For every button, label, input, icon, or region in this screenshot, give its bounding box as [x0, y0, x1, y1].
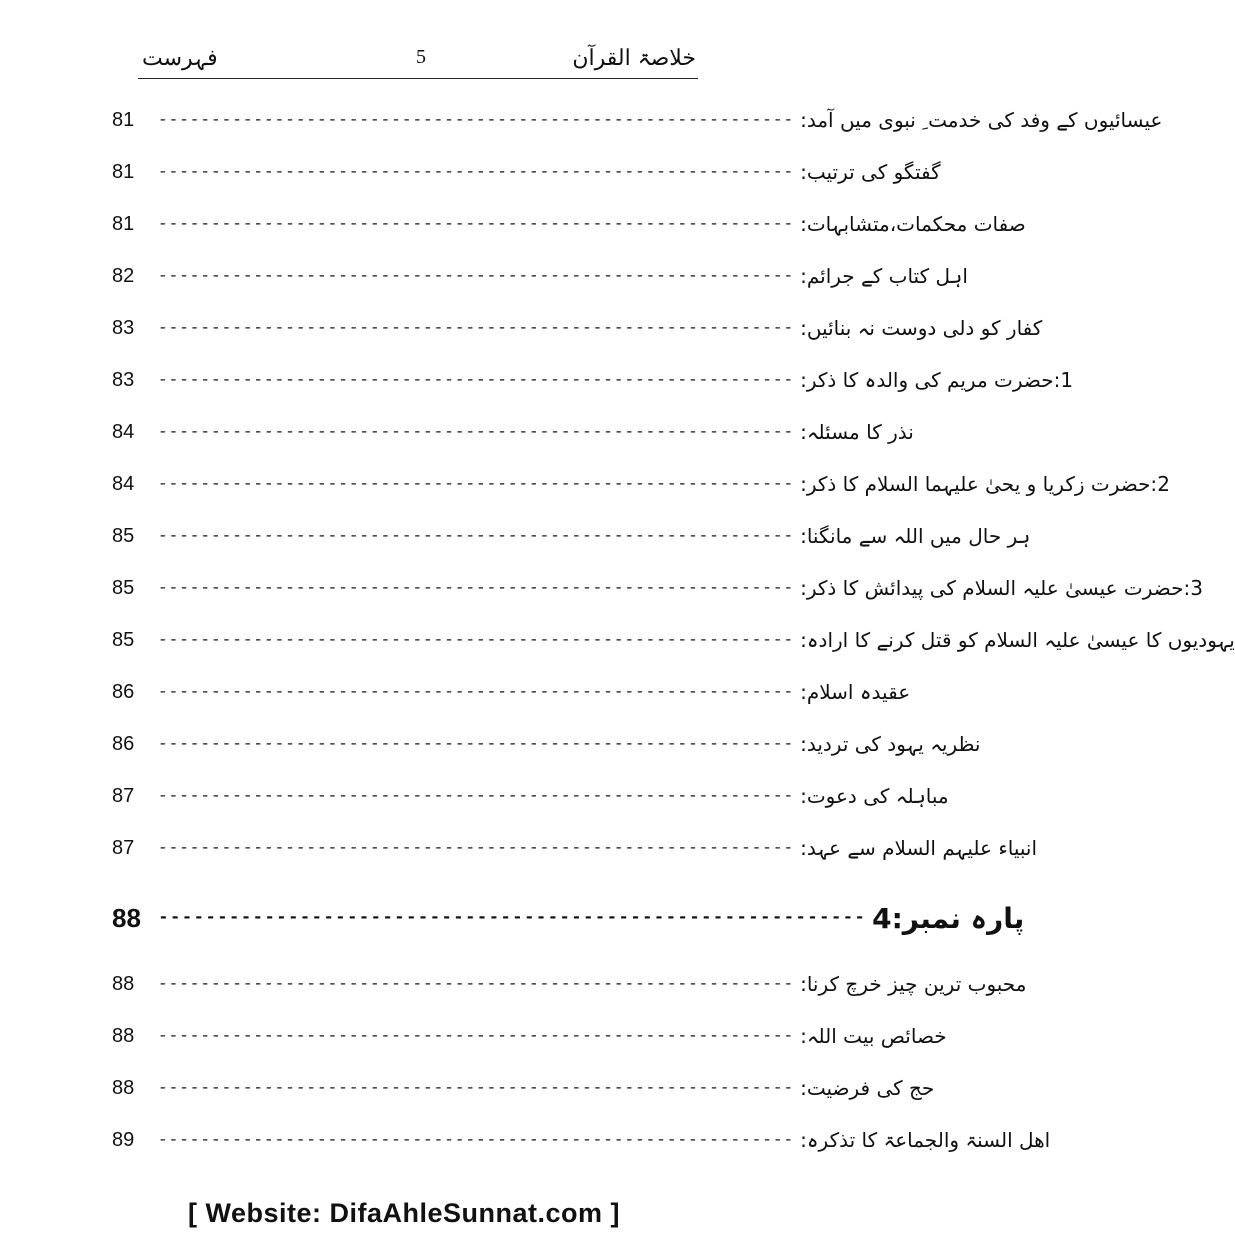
toc-leader: ------------------------------------------------------------ — [158, 475, 795, 493]
toc-title: صفات محکمات،متشابہات: — [800, 212, 1026, 236]
toc-title: نظریہ یہود کی تردید: — [800, 732, 981, 756]
toc-page-number: 88 — [112, 972, 135, 995]
toc-entry[interactable] — [108, 354, 1074, 406]
toc-leader: ------------------------------------------------------------ — [158, 1131, 795, 1149]
header-book-title: خلاصۃ القرآن — [572, 46, 696, 71]
toc-entry[interactable] — [108, 94, 1163, 146]
toc-entry[interactable] — [108, 250, 968, 302]
toc-leader: ------------------------------------------------------------ — [158, 631, 795, 649]
toc-page-number: 86 — [112, 680, 135, 703]
toc-title: محبوب ترین چیز خرچ کرنا: — [800, 972, 1027, 996]
toc-title: انبیاء علیہم السلام سے عہد: — [800, 836, 1038, 860]
toc-page-number: 85 — [112, 576, 135, 599]
page-header — [138, 42, 698, 79]
toc-title: کفار کو دلی دوست نہ بنائیں: — [800, 316, 1043, 340]
toc-leader: ------------------------------------------------------------ — [158, 579, 795, 597]
toc-title: نذر کا مسئلہ: — [800, 420, 914, 444]
toc-leader: ------------------------------------------------------------ — [158, 163, 795, 181]
toc-title: مباہلہ کی دعوت: — [800, 784, 949, 808]
toc-entry[interactable] — [108, 666, 911, 718]
toc-page-number: 84 — [112, 472, 135, 495]
toc-title: 1:حضرت مریم کی والدہ کا ذکر: — [800, 368, 1074, 392]
toc-page-number: 85 — [112, 628, 135, 651]
toc-page-number: 87 — [112, 836, 135, 859]
toc-entry[interactable] — [108, 146, 941, 198]
header-index-label: فہرست — [142, 46, 218, 71]
toc-page-number: 87 — [112, 784, 135, 807]
section-page-number: 88 — [112, 902, 141, 933]
toc-entry[interactable] — [108, 302, 1043, 354]
toc-leader: ------------------------------------------------------------ — [158, 683, 795, 701]
toc-leader: ------------------------------------------------------------ — [158, 111, 795, 129]
toc-entry[interactable] — [108, 458, 1170, 510]
toc-title: ہر حال میں اللہ سے مانگنا: — [800, 524, 1031, 548]
toc-entry[interactable] — [108, 1062, 935, 1114]
toc-page-number: 82 — [112, 264, 135, 287]
toc-leader: ------------------------------------------------------------ — [158, 1027, 795, 1045]
toc-page-number: 88 — [112, 1076, 135, 1099]
website-footer: [ Website: DifaAhleSunnat.com ] — [187, 1198, 621, 1228]
toc-entry[interactable] — [108, 718, 981, 770]
toc-entry[interactable] — [108, 1010, 947, 1062]
header-page-number: 5 — [416, 46, 426, 68]
toc-leader: ------------------------------------------------------------ — [158, 371, 795, 389]
toc-entry[interactable] — [108, 198, 1026, 250]
toc-title: 2:حضرت زکریا و یحیٰ علیہما السلام کا ذکر: — [800, 472, 1170, 496]
section-leader: ------------------------------------------------------------ — [158, 908, 867, 928]
toc-page-number: 81 — [112, 160, 135, 183]
toc-title: اہل کتاب کے جرائم: — [800, 264, 968, 288]
toc-title: یہودیوں کا عیسیٰ علیہ السلام کو قتل کرنے کا ارادہ: — [800, 628, 1235, 652]
table-of-contents — [108, 94, 1235, 1166]
toc-leader: ------------------------------------------------------------ — [158, 215, 795, 233]
toc-page-number: 83 — [112, 316, 135, 339]
toc-leader: ------------------------------------------------------------ — [158, 423, 795, 441]
toc-leader: ------------------------------------------------------------ — [158, 975, 795, 993]
toc-entry[interactable] — [108, 822, 1038, 874]
toc-title: حج کی فرضیت: — [800, 1076, 935, 1100]
toc-entry[interactable] — [108, 958, 1027, 1010]
toc-entry[interactable] — [108, 510, 1031, 562]
toc-leader: ------------------------------------------------------------ — [158, 839, 795, 857]
toc-title: خصائص بیت اللہ: — [800, 1024, 947, 1048]
toc-page-number: 86 — [112, 732, 135, 755]
toc-page-number: 83 — [112, 368, 135, 391]
toc-leader: ------------------------------------------------------------ — [158, 527, 795, 545]
toc-title: اھل السنۃ والجماعۃ کا تذکرہ: — [800, 1128, 1051, 1152]
toc-leader: ------------------------------------------------------------ — [158, 267, 795, 285]
toc-leader: ------------------------------------------------------------ — [158, 735, 795, 753]
toc-section-heading[interactable] — [108, 878, 1025, 958]
toc-leader: ------------------------------------------------------------ — [158, 319, 795, 337]
toc-page-number: 84 — [112, 420, 135, 443]
toc-title: عقیدہ اسلام: — [800, 680, 911, 704]
toc-page-number: 88 — [112, 1024, 135, 1047]
toc-page-number: 89 — [112, 1128, 135, 1151]
toc-entry[interactable] — [108, 614, 1235, 666]
toc-leader: ------------------------------------------------------------ — [158, 1079, 795, 1097]
section-title: پارہ نمبر:4 — [872, 901, 1025, 935]
toc-page-number: 85 — [112, 524, 135, 547]
toc-title: عیسائیوں کے وفد کی خدمت ِ نبوی میں آمد: — [800, 108, 1163, 132]
toc-title: 3:حضرت عیسیٰ علیہ السلام کی پیدائش کا ذکر: — [800, 576, 1203, 600]
toc-leader: ------------------------------------------------------------ — [158, 787, 795, 805]
toc-entry[interactable] — [108, 406, 914, 458]
toc-entry[interactable] — [108, 770, 949, 822]
toc-page-number: 81 — [112, 212, 135, 235]
toc-page-number: 81 — [112, 108, 135, 131]
toc-entry[interactable] — [108, 562, 1203, 614]
toc-title: گفتگو کی ترتیب: — [800, 160, 941, 184]
toc-entry[interactable] — [108, 1114, 1051, 1166]
